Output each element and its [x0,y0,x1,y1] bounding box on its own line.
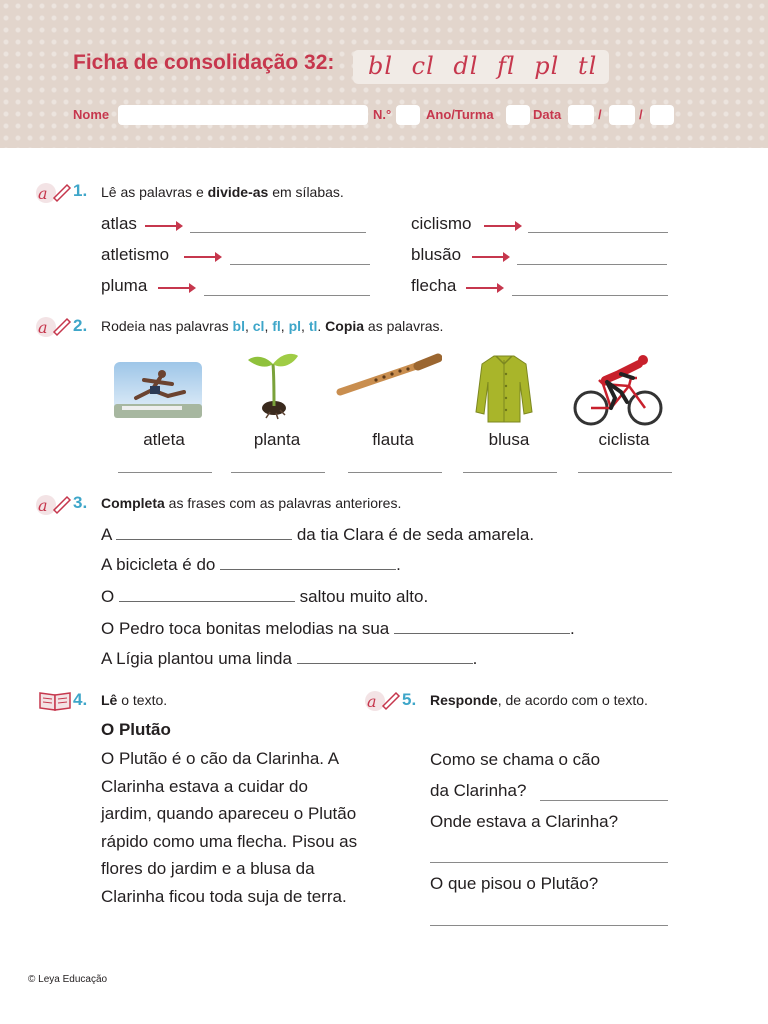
answer-line[interactable] [517,264,667,265]
answer-line[interactable] [463,472,557,473]
name-field[interactable] [118,105,368,125]
fill-blank[interactable] [394,619,570,634]
answer-line[interactable] [578,472,672,473]
answer-line[interactable] [540,800,668,801]
arrow-icon [145,225,181,227]
date-year-field[interactable] [650,105,674,125]
question-2-number: 2. [73,316,88,335]
date-separator: / [598,107,602,122]
question-text: da Clarinha? [430,781,527,800]
sentence: A bicicleta é do . [101,555,401,574]
plant-image [246,346,300,420]
pencil-writing-icon [36,494,72,516]
answer-line[interactable] [204,295,370,296]
arrow-icon [466,287,502,289]
question-1-number: 1. [73,181,88,200]
question-4-instruction: Lê o texto. [101,692,168,708]
number-label: N.° [373,107,392,122]
svg-text:a: a [38,318,48,337]
answer-line[interactable] [430,862,668,863]
question-text: Onde estava a Clarinha? [430,812,619,831]
pencil-writing-icon [36,182,72,204]
answer-line[interactable] [118,472,212,473]
picture-label: atleta [143,430,185,449]
question-text: Como se chama o cão [430,750,601,769]
question-2-instruction: Rodeia nas palavras bl, cl, fl, pl, tl. Copia as palavras. [101,318,444,334]
name-label: Nome [73,107,110,122]
sentence: O saltou muito alto. [101,587,429,606]
date-day-field[interactable] [568,105,594,125]
answer-line[interactable] [528,232,668,233]
pencil-writing-icon [365,690,401,712]
date-month-field[interactable] [609,105,635,125]
copyright: © Leya Educação [28,974,108,985]
word-item: atlas [101,214,137,233]
picture-label: flauta [372,430,414,449]
date-separator: / [639,107,643,122]
word-item: atletismo [101,245,170,264]
sentence: A Lígia plantou uma linda . [101,649,478,668]
script-letters: bl cl dl fl pl tl [368,52,598,80]
number-field[interactable] [396,105,420,125]
arrow-icon [472,256,508,258]
svg-text:a: a [367,692,377,711]
story-title: O Plutão [101,720,171,739]
fill-blank[interactable] [220,555,396,570]
sentence: O Pedro toca bonitas melodias na sua . [101,619,575,638]
class-field[interactable] [506,105,530,125]
word-item: pluma [101,276,148,295]
question-text: O que pisou o Plutão? [430,874,599,893]
fill-blank[interactable] [297,649,473,664]
worksheet-title: Ficha de consolidação 32: [73,51,335,74]
athlete-image [114,362,202,418]
cyclist-image [571,352,665,428]
question-5-number: 5. [402,690,417,709]
word-item: ciclismo [411,214,472,233]
fill-blank[interactable] [119,587,295,602]
flute-image [336,352,442,398]
answer-line[interactable] [230,264,370,265]
fill-blank[interactable] [116,525,292,540]
question-3-instruction: Completa as frases com as palavras anteriores. [101,495,402,511]
answer-line[interactable] [348,472,442,473]
arrow-icon [484,225,520,227]
answer-line[interactable] [512,295,668,296]
picture-label: planta [253,430,301,449]
arrow-icon [158,287,194,289]
answer-line[interactable] [231,472,325,473]
svg-text:a: a [38,184,48,203]
word-item: flecha [411,276,457,295]
word-item: blusão [411,245,462,264]
question-1-instruction: Lê as palavras e divide-as em sílabas. [101,184,344,200]
svg-text:a: a [38,496,48,515]
sentence: A da tia Clara é de seda amarela. [101,525,535,544]
pencil-writing-icon [36,316,72,338]
class-label: Ano/Turma [426,107,494,122]
question-3-number: 3. [73,493,88,512]
arrow-icon [184,256,220,258]
answer-line[interactable] [190,232,366,233]
worksheet-header [0,0,768,148]
answer-line[interactable] [430,925,668,926]
question-5-instruction: Responde, de acordo com o texto. [430,692,648,708]
picture-label: ciclista [598,430,650,449]
story-text: O Plutão é o cão da Clarinha. A Clarinha estava a cuidar do jardim, quando apareceu o Plutão rápido como uma flecha. Pisou as flores do jardim e a blusa da Clarinha ficou toda suja de terra. [101,749,358,906]
blouse-image [474,352,534,424]
question-4-number: 4. [73,690,88,709]
date-label: Data [533,107,562,122]
book-icon [38,690,74,712]
picture-label: blusa [488,430,530,449]
